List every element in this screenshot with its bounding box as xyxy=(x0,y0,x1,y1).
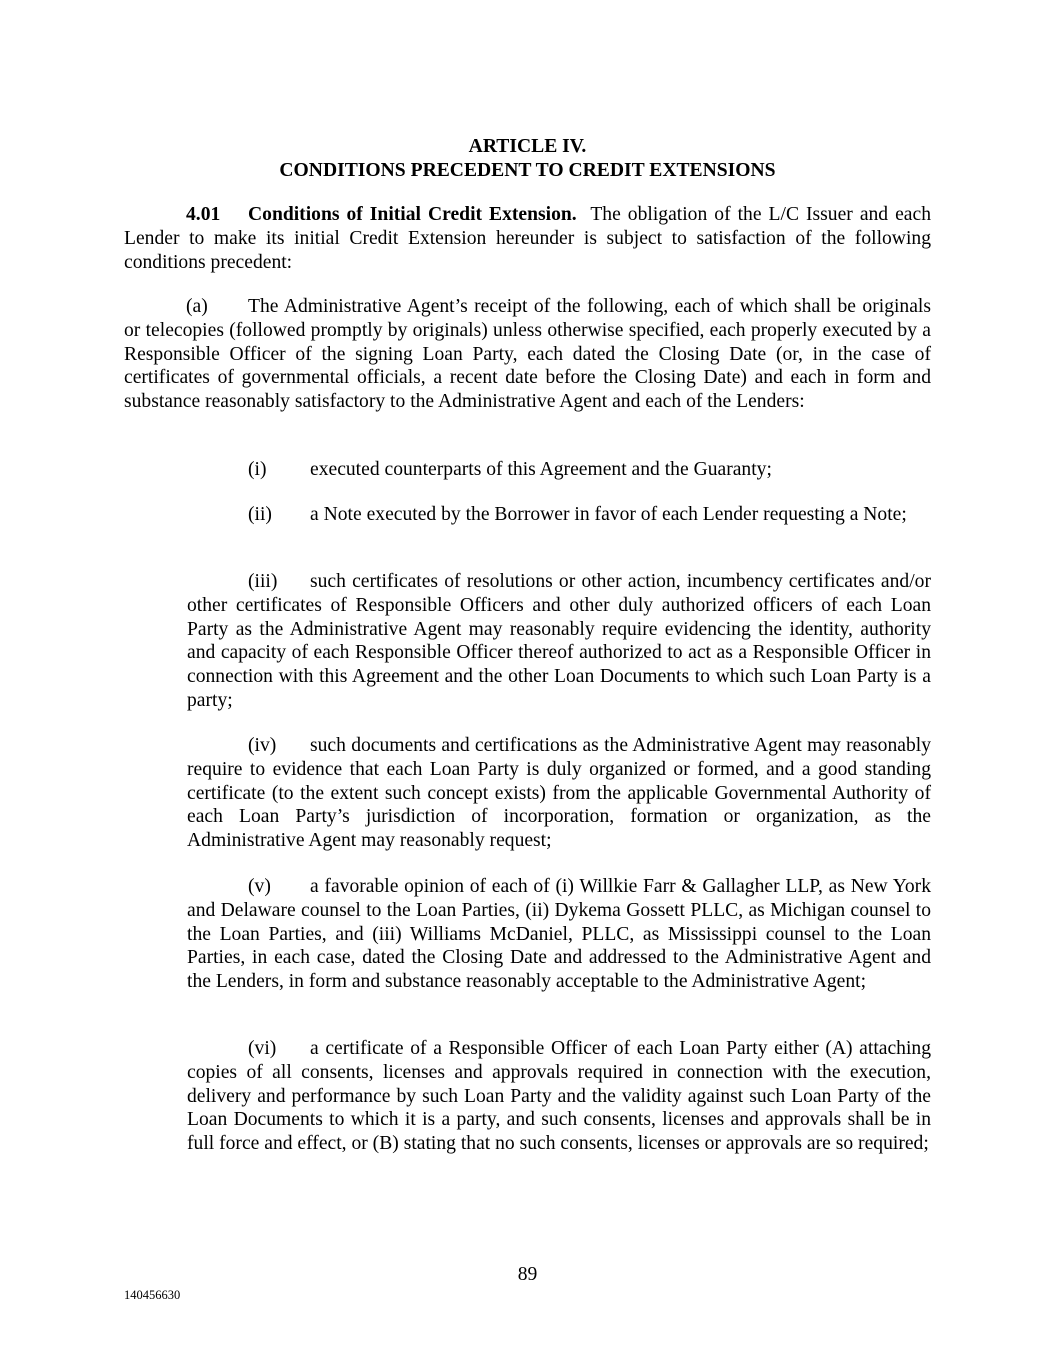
item-text: a certificate of a Responsible Officer of each Loan Party either (A) attaching copies of all consents, licenses and approvals required in connection with the execution, delivery and performance by such Loan Party and the validity against such Loan Party of the Loan Documents to which it is a party, and such consents, licenses and approvals shall be in full force and effect, or (B) stating that no such consents, licenses or approvals are so required; xyxy=(187,1038,931,1155)
item-label: (v) xyxy=(248,876,271,897)
item-v xyxy=(187,875,931,994)
clause-a xyxy=(124,295,931,414)
page-number: 89 xyxy=(517,1264,538,1285)
item-label: (ii) xyxy=(248,504,272,525)
section-title: Conditions of Initial Credit Extension. xyxy=(248,204,577,225)
article-number: ARTICLE IV. xyxy=(468,136,587,157)
section-4-01 xyxy=(124,203,931,274)
item-label: (iii) xyxy=(248,571,278,592)
clause-a-text: The Administrative Agent’s receipt of the following, each of which shall be originals or telecopies (followed promptly by originals) unless otherwise specified, each properly executed by a Responsible Officer of the signing Loan Party, each dated the Closing Date (or, in the case of certificates of governmental officials, a recent date before the Closing Date) and each in form and substance reasonably satisfactory to the Administrative Agent and each of the Lenders: xyxy=(124,296,931,413)
item-vi xyxy=(187,1037,931,1156)
item-ii xyxy=(187,503,931,527)
article-title: CONDITIONS PRECEDENT TO CREDIT EXTENSIONS xyxy=(279,160,776,181)
item-i xyxy=(187,458,931,482)
item-iii xyxy=(187,570,931,713)
document-id: 140456630 xyxy=(124,1288,181,1302)
section-number: 4.01 xyxy=(186,204,221,225)
item-text: a Note executed by the Borrower in favor of each Lender requesting a Note; xyxy=(310,504,907,525)
item-text: a favorable opinion of each of (i) Willkie Farr & Gallagher LLP, as New York and Delaware counsel to the Loan Parties, (ii) Dykema Gossett PLLC, as Michigan counsel to the Loan Parties, and (iii) Williams McDaniel, PLLC, as Mississippi counsel to the Loan Parties, in each case, dated the Closing Date and addressed to the Administrative Agent and the Lenders, in form and substance reasonably acceptable to the Administrative Agent; xyxy=(187,876,931,993)
section-text: The obligation of the L/C Issuer and each Lender to make its initial Credit Extension hereunder is subject to satisfaction of the following conditions precedent: xyxy=(124,204,931,273)
item-text: such documents and certifications as the Administrative Agent may reasonably require to evidence that each Loan Party is duly organized or formed, and a good standing certificate (to the extent such concept exists) from the applicable Governmental Authority of each Loan Party’s jurisdiction of incorporation, formation or organization, as the Administrative Agent may reasonably request; xyxy=(187,735,931,852)
item-iv xyxy=(187,734,931,853)
clause-a-label: (a) xyxy=(186,296,208,317)
item-label: (i) xyxy=(248,459,267,480)
item-label: (vi) xyxy=(248,1038,277,1059)
item-text: executed counterparts of this Agreement and the Guaranty; xyxy=(310,459,772,480)
item-text: such certificates of resolutions or other action, incumbency certificates and/or other certificates of Responsible Officers and other duly authorized officers of each Loan Party as the Administrative Agent may reasonably require evidencing the identity, authority and capacity of each Responsible Officer thereof authorized to act as a Responsible Officer in connection with this Agreement and the other Loan Documents to which such Loan Party is a party; xyxy=(187,571,931,711)
item-label: (iv) xyxy=(248,735,277,756)
